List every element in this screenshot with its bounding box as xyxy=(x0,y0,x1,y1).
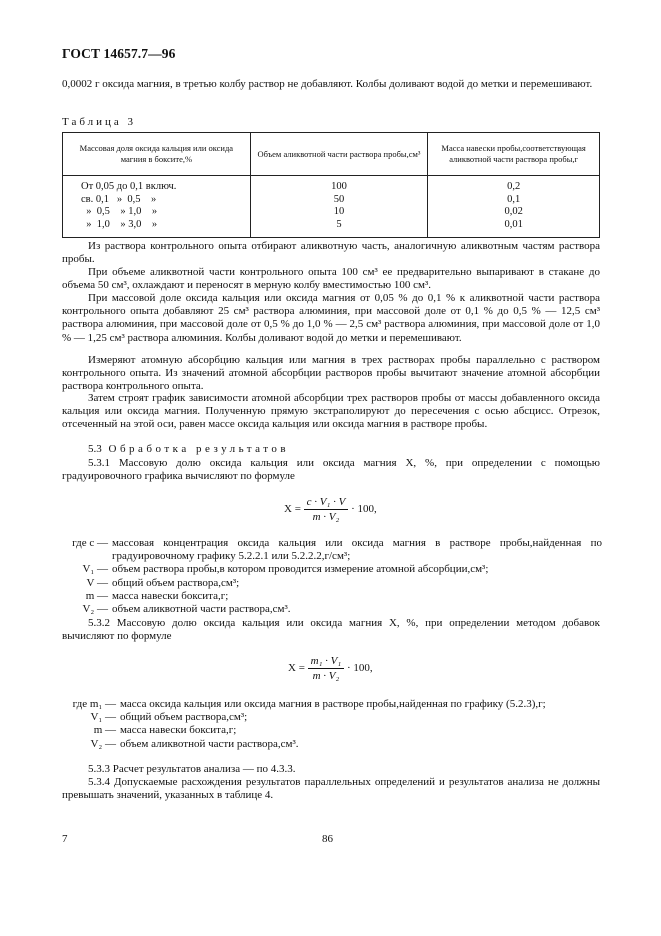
definition-symbol: V₂ — xyxy=(82,603,108,616)
definition-item xyxy=(62,590,602,603)
definition-symbol: где m₁ — xyxy=(72,698,116,710)
definition-text: общий объем раствора,см³; xyxy=(120,711,248,724)
formula-lhs: X = xyxy=(288,662,305,675)
definition-symbol: V — xyxy=(86,576,108,589)
paragraph-blank-aliquot: Из раствора контрольного опыта отбирают аликвотную часть, аналогичную аликвотным частям раствора пробы. xyxy=(62,240,600,266)
volume-value: 10 xyxy=(333,206,345,217)
definition-text: масса оксида кальция или оксида магния в растворе пробы,найденная по графику (5.2.3),г; xyxy=(120,698,546,710)
section-heading xyxy=(88,443,289,456)
paragraph-absorption: Измеряют атомную абсорбцию кальция или магния в трех растворах пробы параллельно с раствором контрольного опыта. Из значений атомной абсорбции растворов пробы вычитают значение атомной абсорбции раствора контрольного опыта. xyxy=(62,354,600,393)
paragraph-534: 5.3.4 Допускаемые расхождения результатов параллельных определений и результатов анализа не должны превышать значений, указанных в таблице 4. xyxy=(62,776,600,802)
formula-fraction xyxy=(308,655,345,682)
table-header-cell: Объем аликвотной части раствора пробы,см³ xyxy=(250,133,428,176)
table-header-cell: Массовая доля оксида кальция или оксида магния в боксите,% xyxy=(63,133,251,176)
paragraph-graph: Затем строят график зависимости атомной абсорбции трех растворов пробы от массы добавленного оксида кальция или оксида магния. Полученную прямую экстраполируют до пересечения с осью абсцисс. Отрезок, отсеченный на этой оси, равен массе оксида кальция или оксида магния в растворе пробы. xyxy=(62,392,600,431)
paragraph-531: 5.3.1 Массовую долю оксида кальция или оксида магния X, %, при определении с помощью градуировочного графика вычисляют по формуле xyxy=(62,457,600,483)
range-line: св. 0,1 » 0,5 » xyxy=(81,193,157,205)
formula-additions xyxy=(288,655,373,682)
definition-symbol: V₁ — xyxy=(90,711,116,724)
definition-item xyxy=(62,698,602,711)
definition-text: масса навески боксита,г; xyxy=(112,589,229,602)
definition-symbol: m — xyxy=(85,589,108,602)
definition-symbol: V₁ — xyxy=(82,563,108,576)
definitions-list-2 xyxy=(62,698,602,751)
formula-tail: · 100, xyxy=(351,503,377,516)
range-line: » 0,5 » 1,0 » xyxy=(81,206,158,217)
definition-item xyxy=(62,724,602,737)
definition-text: массовая концентрация оксида кальция или оксида магния в растворе пробы,найденная по градуировочному графику 5.2.2.1 или 5.2.2.2,г/см³; xyxy=(112,537,602,563)
definition-symbol: V₂ — xyxy=(90,737,116,750)
intro-paragraph: 0,0002 г оксида магния, в третью колбу раствор не добавляют. Колбы доливают водой до метки и перемешивают. xyxy=(62,78,593,90)
paragraph-evaporation: При объеме аликвотной части контрольного опыта 100 см³ ее предварительно выпаривают в стакане до объема 50 см³, охлаждают и переносят в мерную колбу вместимостью 100 см³. xyxy=(62,266,600,292)
table-cell-range xyxy=(63,176,251,238)
table-cell-volume xyxy=(250,176,428,238)
definition-text: объем аликвотной части раствора,см³. xyxy=(120,737,299,750)
formula-denominator: m · V₂ xyxy=(312,670,340,682)
table-caption: Таблица 3 xyxy=(62,116,137,128)
formula-numerator: c · V₁ · V xyxy=(304,496,349,510)
definition-item xyxy=(62,537,602,563)
formula-numerator: m₁ · V₁ xyxy=(308,655,345,669)
definition-text: объем раствора пробы,в котором проводится измерение атомной абсорбции,см³; xyxy=(112,563,489,576)
definition-text: масса навески боксита,г; xyxy=(120,724,237,737)
table-cell-mass xyxy=(428,176,600,238)
mass-value: 0,01 xyxy=(504,218,523,230)
range-line: От 0,05 до 0,1 включ. xyxy=(81,181,177,192)
definition-item xyxy=(62,563,602,576)
definitions-list-1 xyxy=(62,537,602,616)
definition-symbol: m — xyxy=(93,724,116,737)
table-row xyxy=(63,176,600,238)
volume-value: 100 xyxy=(331,181,347,192)
formula-lhs: X = xyxy=(284,503,301,516)
range-line: » 1,0 » 3,0 » xyxy=(81,218,158,230)
table-header-cell: Масса навески пробы,соответствующая аликвотной части раствора пробы,г xyxy=(428,133,600,176)
definition-text: общий объем раствора,см³; xyxy=(112,576,240,589)
definition-text: объем аликвотной части раствора,см³. xyxy=(112,603,291,616)
definition-item xyxy=(62,738,602,751)
definition-item xyxy=(62,711,602,724)
mass-value: 0,2 xyxy=(507,181,521,192)
formula-fraction xyxy=(304,496,349,523)
volume-value: 5 xyxy=(336,218,342,230)
section-number: 5.3 xyxy=(88,443,102,455)
page-number: 86 xyxy=(322,833,333,845)
table-3 xyxy=(62,132,600,238)
definition-item xyxy=(62,577,602,590)
document-header: ГОСТ 14657.7—96 xyxy=(62,46,176,61)
paragraph-aluminium-addition: При массовой доле оксида кальция или оксида магния от 0,05 % до 0,1 % к аликвотной части раствора контрольного опыта добавляют 25 см³ раствора алюминия, при массовой доле от 0,1 % до 0,5 % — 12,5 см³ раствора алюминия, при массовой доле от 0,5 % до 1,0 % — 2,5 см³ раствора алюминия, при массовой доле от 1,0 % — 1,25 см³ раствора алюминия. Колбы доливают водой до метки и перемешивают. xyxy=(62,292,600,344)
volume-value: 50 xyxy=(333,193,345,205)
paragraph-533: 5.3.3 Расчет результатов анализа — по 4.3.3. xyxy=(88,763,296,775)
section-title: Обработка результатов xyxy=(108,443,290,455)
footer-left-number: 7 xyxy=(62,833,68,845)
paragraph-532: 5.3.2 Массовую долю оксида кальция или оксида магния X, %, при определении методом добавок вычисляют по формуле xyxy=(62,617,600,643)
formula-calibration xyxy=(284,496,377,523)
formula-denominator: m · V₂ xyxy=(312,511,340,523)
definition-item xyxy=(62,603,602,616)
formula-tail: · 100, xyxy=(346,662,373,675)
mass-value: 0,1 xyxy=(507,193,521,205)
mass-value: 0,02 xyxy=(504,206,523,217)
table-header-row xyxy=(63,133,600,176)
definition-symbol: где c — xyxy=(72,537,108,549)
